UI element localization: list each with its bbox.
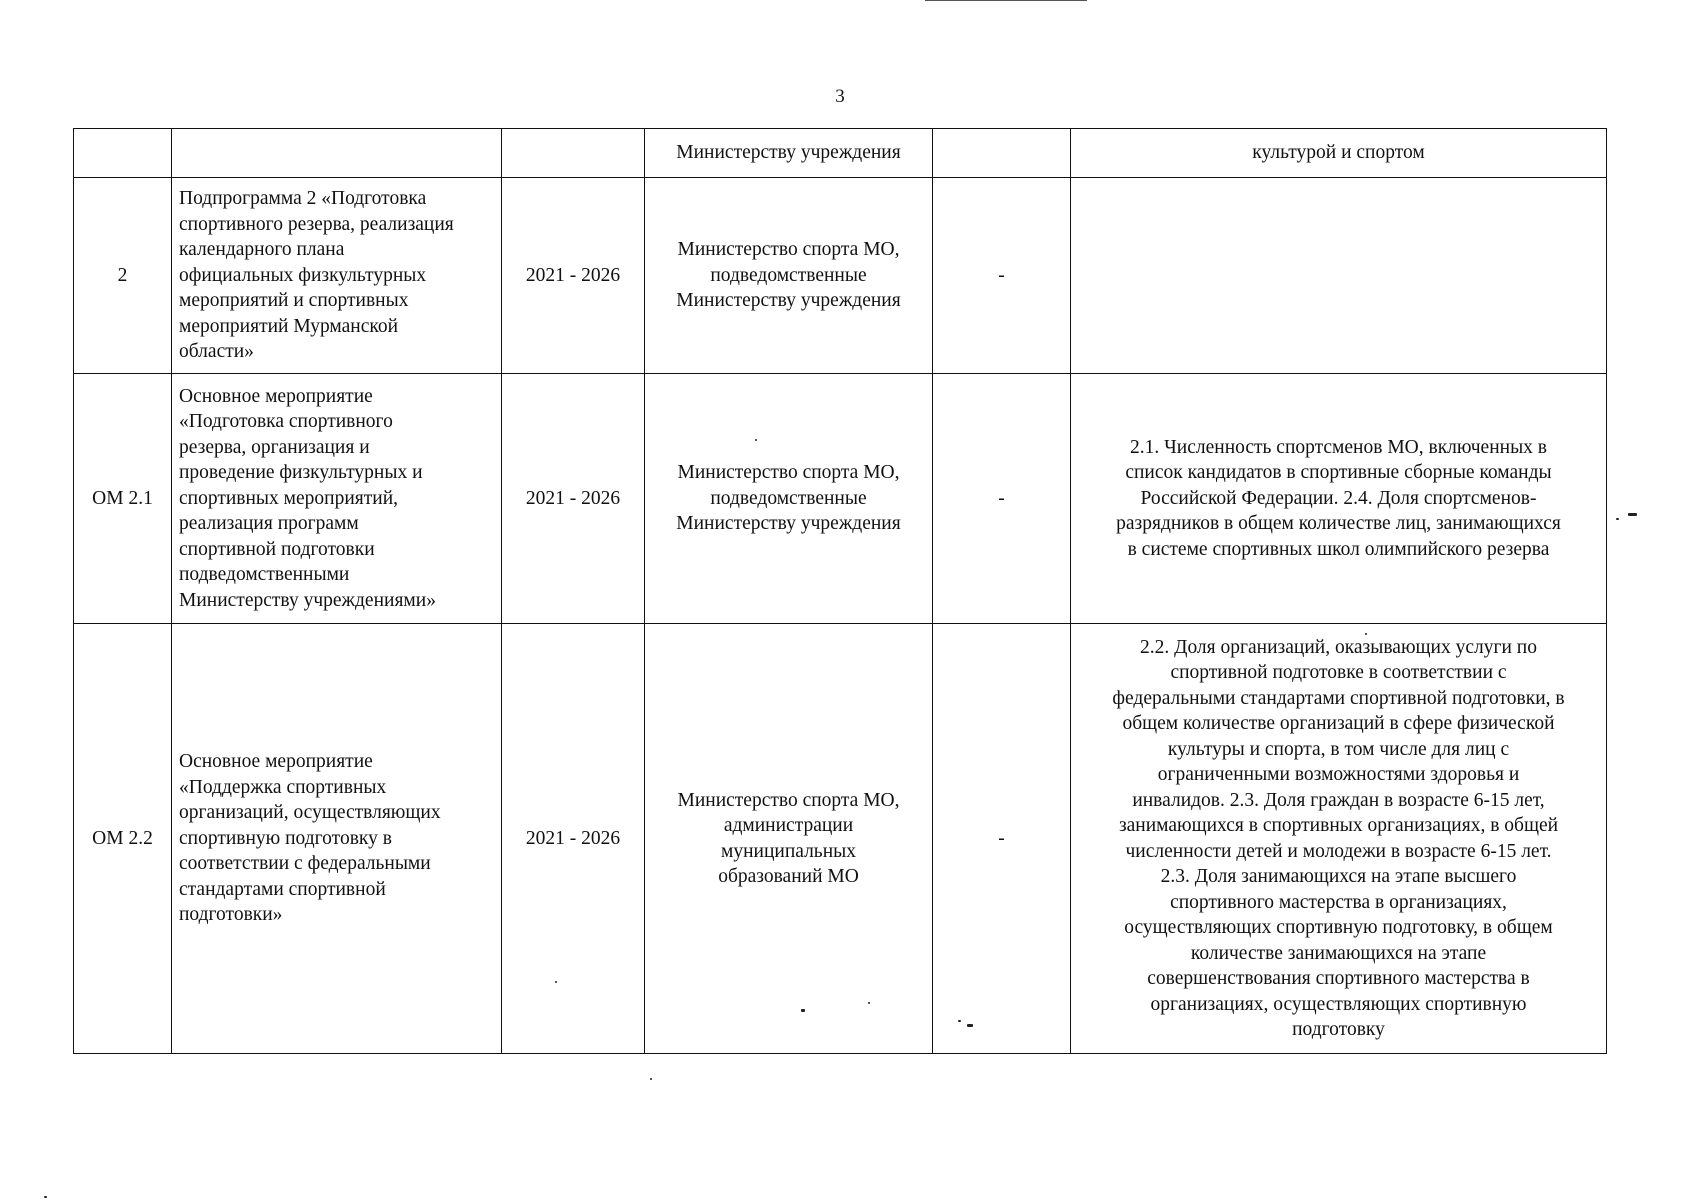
cell-executor: Министерству учреждения bbox=[645, 129, 933, 178]
cell-dash: - bbox=[933, 624, 1071, 1054]
page-number: 3 bbox=[835, 86, 845, 107]
table-row bbox=[74, 624, 1607, 1054]
cell-dash: - bbox=[933, 374, 1071, 624]
scan-speck bbox=[1616, 518, 1619, 520]
scan-speck bbox=[967, 1024, 973, 1027]
scan-speck bbox=[555, 981, 557, 983]
table-row bbox=[74, 374, 1607, 624]
cell-indicator: 2.2. Доля организаций, оказывающих услуги по спортивной подготовке в соответствии с федеральными стандартами спортивной подготовки, в общем количестве организаций в сфере физической культуры и спорта, в том числе для лиц с ограниченными возможностями здоровья и инвалидов. 2.3. Доля граждан в возрасте 6-15 лет, занимающихся в спортивных организациях, в общей численности детей и молодежи в возрасте 6-15 лет. 2.3. Доля занимающихся на этапе высшего спортивного мастерства в организациях, осуществляющих спортивную подготовку, в общем количестве занимающихся на этапе совершенствования спортивного мастерства в организациях, осуществляющих спортивную подготовку bbox=[1071, 624, 1607, 1054]
scan-speck bbox=[650, 1078, 652, 1080]
cell-period bbox=[502, 129, 645, 178]
scan-speck bbox=[1365, 633, 1367, 635]
cell-dash: - bbox=[933, 178, 1071, 374]
cell-period: 2021 - 2026 bbox=[502, 178, 645, 374]
table-row-continuation bbox=[74, 129, 1607, 178]
cell-number: 2 bbox=[74, 178, 172, 374]
cell-indicator bbox=[1071, 178, 1607, 374]
cell-name: Основное мероприятие «Поддержка спортивных организаций, осуществляющих спортивную подготовку в соответствии с федеральными стандартами спортивной подготовки» bbox=[172, 624, 502, 1054]
cell-indicator: 2.1. Численность спортсменов МО, включенных в список кандидатов в спортивные сборные команды Российской Федерации. 2.4. Доля спортсменов- разрядников в общем количестве лиц, занимающихся в системе спортивных школ олимпийского резерва bbox=[1071, 374, 1607, 624]
scan-speck bbox=[44, 1196, 47, 1198]
cell-indicator: культурой и спортом bbox=[1071, 129, 1607, 178]
cell-period: 2021 - 2026 bbox=[502, 374, 645, 624]
cell-number: ОМ 2.2 bbox=[74, 624, 172, 1054]
program-events-table bbox=[73, 128, 1607, 1054]
cell-name: Подпрограмма 2 «Подготовка спортивного резерва, реализация календарного плана официальных физкультурных мероприятий и спортивных мероприятий Мурманской области» bbox=[172, 178, 502, 374]
scan-speck bbox=[958, 1020, 961, 1022]
cell-number: ОМ 2.1 bbox=[74, 374, 172, 624]
table-row bbox=[74, 178, 1607, 374]
cell-executor: Министерство спорта МО, подведомственные Министерству учреждения bbox=[645, 374, 933, 624]
cell-executor: Министерство спорта МО, подведомственные Министерству учреждения bbox=[645, 178, 933, 374]
cell-period: 2021 - 2026 bbox=[502, 624, 645, 1054]
scan-speck bbox=[1628, 513, 1637, 516]
scan-speck bbox=[868, 1002, 870, 1004]
top-edge-rule bbox=[925, 0, 1087, 1]
cell-name: Основное мероприятие «Подготовка спортивного резерва, организация и проведение физкультурных и спортивных мероприятий, реализация программ спортивной подготовки подведомственными Министерству учреждениями» bbox=[172, 374, 502, 624]
scan-speck bbox=[755, 439, 757, 441]
cell-executor: Министерство спорта МО, администрации муниципальных образований МО bbox=[645, 624, 933, 1054]
cell-name bbox=[172, 129, 502, 178]
cell-dash bbox=[933, 129, 1071, 178]
scan-speck bbox=[801, 1009, 805, 1012]
cell-number bbox=[74, 129, 172, 178]
